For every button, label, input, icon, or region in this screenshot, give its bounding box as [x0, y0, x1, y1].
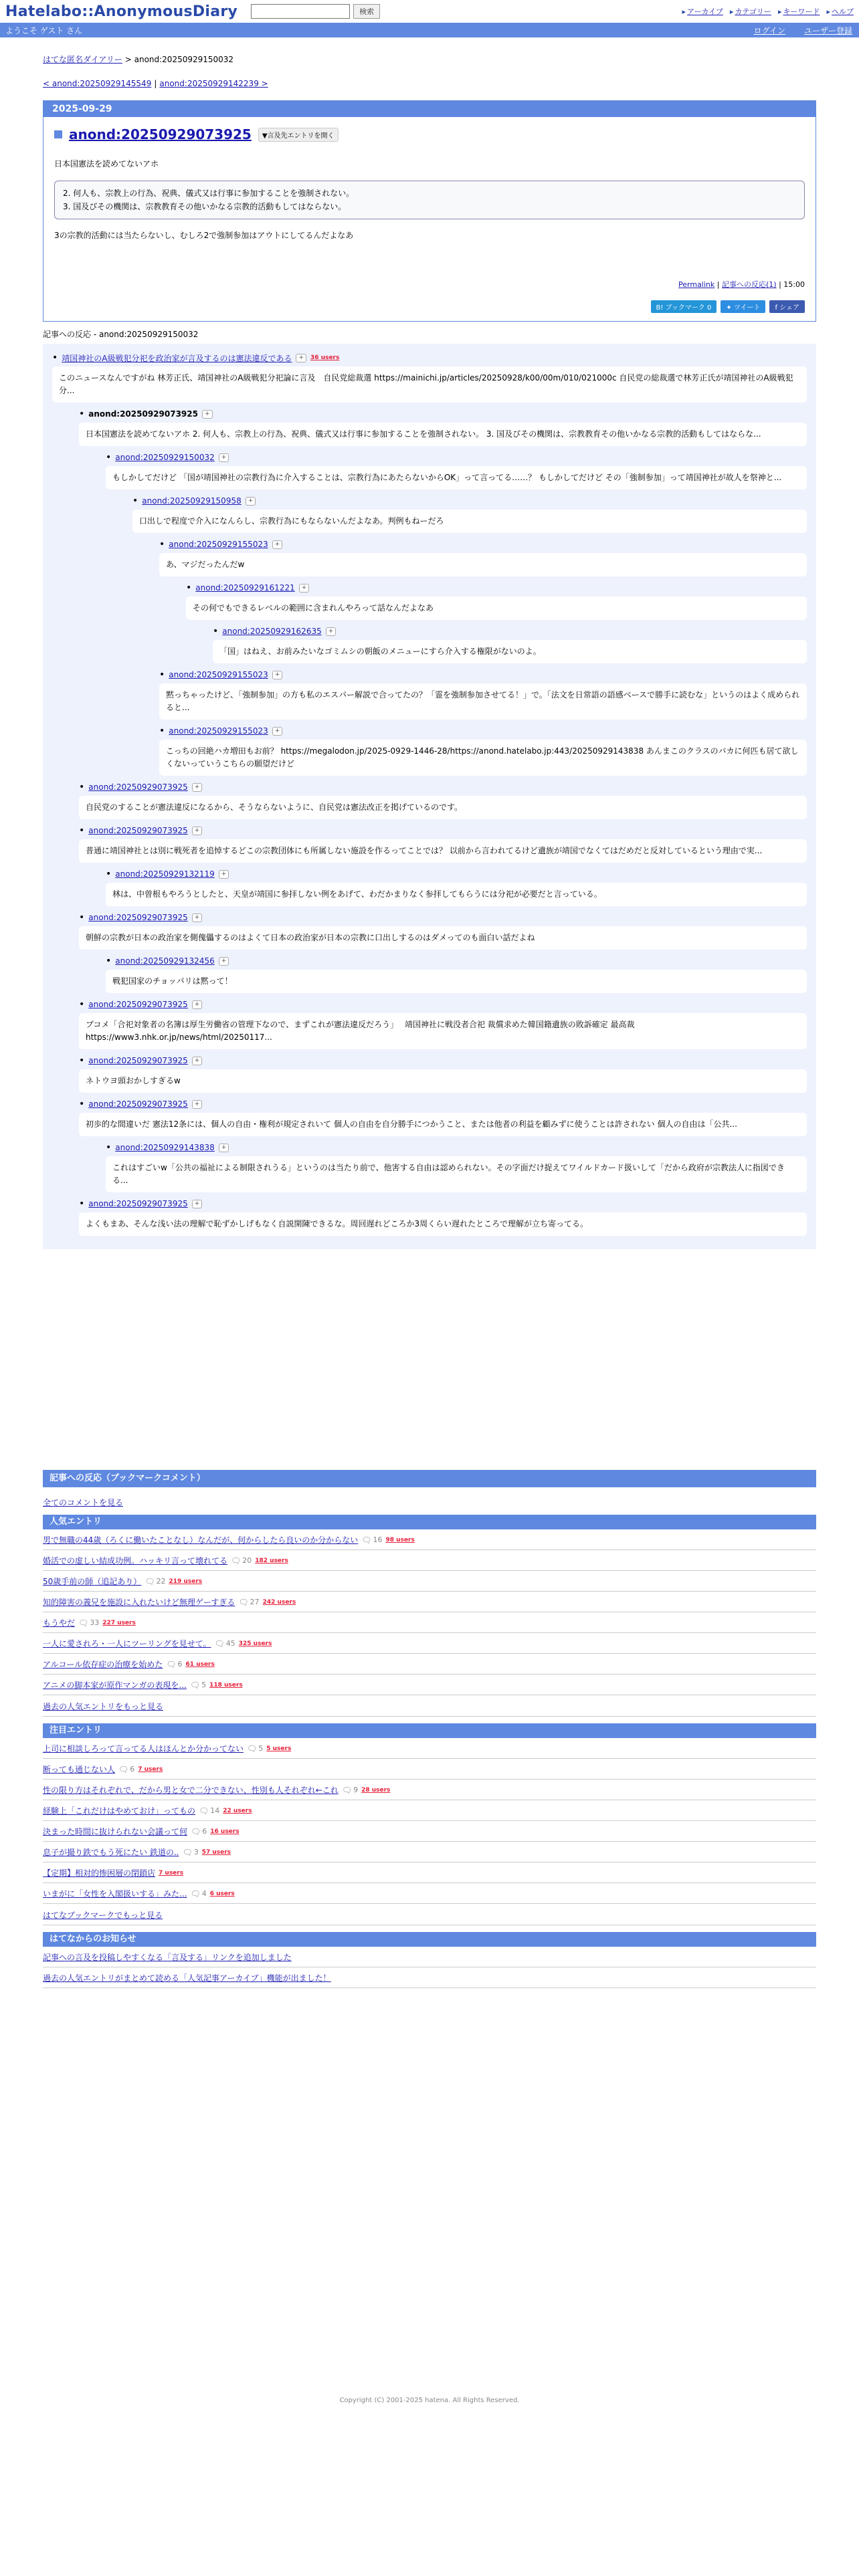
reaction-title[interactable]: anond:20250929150032 [115, 453, 215, 462]
reaction-item [159, 538, 807, 576]
reaction-item [79, 825, 807, 863]
all-comments-link[interactable]: 全てのコメントを見る [43, 1498, 124, 1507]
entry-body [43, 117, 816, 321]
entry-link[interactable]: 決まった時間に抜けられない会議って何 [43, 1827, 188, 1836]
bookmark-users-badge[interactable]: 16 users [210, 1828, 240, 1835]
reaction-link-row [132, 495, 807, 507]
comment-count [166, 1660, 182, 1669]
tweet-button[interactable] [721, 300, 765, 313]
reaction-title[interactable]: anond:20250929073925 [88, 409, 198, 419]
reaction-item [159, 725, 807, 776]
reaction-link-row [106, 1142, 807, 1154]
reaction-text: その何でもできるレベルの範囲に含まれんやろって話なんだよなあ [186, 597, 807, 620]
comment-bubble-icon: 🗨 [361, 1535, 372, 1545]
nav-help[interactable]: ▸ ヘルプ [826, 6, 854, 17]
reaction-text: よくもまあ、そんな浅い法の理解で恥ずかしげもなく自説開陳できるな。周回遅れどころか3周くらい遅れたところで理解が立ち寄ってる。 [79, 1212, 807, 1236]
reaction-item [106, 955, 807, 993]
comment-count-value: 22 [156, 1577, 166, 1586]
nav-category[interactable]: ▸ カテゴリー [730, 6, 771, 17]
facebook-label: シェア [779, 304, 799, 312]
reaction-item [106, 451, 807, 490]
entry-link[interactable]: もうやだ [43, 1618, 76, 1628]
search-form [251, 4, 380, 19]
next-entry-link[interactable]: anond:20250929142239 > [159, 79, 268, 88]
entry-link[interactable]: 経験上「これだけはやめておけ」ってもの [43, 1806, 196, 1816]
attention-heading: 注目エントリ [43, 1723, 816, 1738]
comment-bubble-icon: 🗨 [231, 1555, 242, 1566]
expand-icon[interactable]: + [192, 1200, 203, 1208]
bookmark-users-badge[interactable]: 6 users [209, 1890, 235, 1897]
list-item [43, 1800, 816, 1821]
comment-count [145, 1577, 165, 1586]
list-item [43, 1550, 816, 1571]
comment-count [247, 1744, 263, 1753]
bullet-icon: • [159, 539, 165, 550]
bullet-icon: • [79, 999, 85, 1010]
reaction-title[interactable]: anond:20250929155023 [169, 670, 268, 679]
reaction-item [79, 911, 807, 950]
notice-link[interactable]: 過去の人気エントリがまとめて読める「人気記事アーカイブ」機能が出ました！ [43, 1973, 331, 1983]
comment-count-value: 6 [177, 1660, 183, 1669]
bullet-icon: • [79, 912, 85, 923]
bookmark-users-badge[interactable]: 28 users [361, 1786, 391, 1794]
expand-icon[interactable]: + [192, 827, 203, 835]
reactions-tree [43, 344, 816, 1249]
bookmark-users-badge[interactable]: 227 users [102, 1619, 136, 1626]
reaction-title[interactable]: anond:20250929143838 [115, 1143, 215, 1152]
bookmark-users-badge[interactable]: 182 users [255, 1557, 288, 1564]
comment-bubble-icon: 🗨 [78, 1618, 89, 1628]
reaction-item [132, 495, 807, 533]
entry-link[interactable]: 男で無職の44歳（ろくに働いたことなし）なんだが、何からしたら良いのか分からない [43, 1535, 359, 1545]
reaction-title[interactable]: anond:20250929162635 [222, 627, 322, 636]
bullet-icon: • [106, 452, 112, 463]
popular-more-link[interactable]: 過去の人気エントリをもっと見る [43, 1695, 816, 1717]
facebook-share-button[interactable] [769, 300, 805, 313]
entry-quote [54, 181, 805, 219]
list-item [43, 1883, 816, 1904]
comment-bubble-icon: 🗨 [190, 1889, 201, 1899]
comment-count-value: 9 [353, 1786, 359, 1794]
comment-count-value: 33 [90, 1618, 100, 1627]
reaction-item [79, 1098, 807, 1136]
comment-count-value: 5 [258, 1744, 264, 1753]
list-item [43, 1633, 816, 1654]
expand-icon[interactable]: + [219, 957, 229, 966]
reaction-link-row [52, 352, 807, 364]
comment-count [118, 1765, 134, 1774]
entry-link[interactable]: 上司に相談しろって言ってる人はほんとか分かってない [43, 1744, 244, 1753]
bullet-icon: • [106, 956, 112, 966]
comment-count [342, 1786, 358, 1795]
attention-more-link[interactable]: はてなブックマークでもっと見る [43, 1904, 816, 1925]
site-logo[interactable]: Hatelabo::AnonymousDiary [5, 3, 238, 20]
reaction-title[interactable]: 靖国神社のA級戦犯分祀を政治家が言及するのは憲法違反である [62, 353, 292, 363]
reaction-text: 普通に靖国神社とは別に戦死者を追悼するどこの宗教団体にも所属しない施設を作るってことでは？ 以前から言われてるけど遺族が靖国でなくてはだめだと反対しているという理由で実... [79, 839, 807, 863]
reaction-title[interactable]: anond:20250929073925 [88, 826, 188, 835]
bullet-icon: • [159, 669, 165, 680]
comment-count [238, 1598, 259, 1607]
list-item [43, 1862, 816, 1883]
reaction-item [186, 582, 807, 620]
breadcrumb-site[interactable]: はてな匿名ダイアリー [43, 55, 122, 64]
reaction-link-row [79, 1198, 807, 1210]
bullet-icon: • [79, 1099, 85, 1109]
reaction-item [79, 998, 807, 1049]
reaction-text: もしかしてだけど 「国が靖国神社の宗教行為に介入することは、宗教行為にあたらないからOK」って言ってる……？ もしかしてだけど その「強制参加」って靖国神社が故人を祭神と... [106, 466, 807, 490]
reaction-text: 林は、中曽根もやろうとしたと、天皇が靖国に参拝しない例をあげて、わだかまりなく参拝してもらうには分祀が必要だと言っている。 [106, 883, 807, 906]
reaction-item [79, 781, 807, 819]
entry-pager [43, 79, 816, 88]
expand-icon[interactable]: + [296, 354, 306, 362]
comment-bubble-icon: 🗨 [238, 1597, 249, 1607]
list-item [43, 1529, 816, 1550]
expand-icon[interactable]: + [299, 584, 310, 593]
reaction-title[interactable]: anond:20250929132456 [115, 956, 215, 966]
expand-icon[interactable]: + [219, 1144, 229, 1152]
entry-link[interactable]: アルコール依存症の治療を始めた [43, 1660, 163, 1669]
entry-text-1: 日本国憲法を読めてないアホ [54, 159, 159, 169]
bookmark-users-badge[interactable]: 118 users [209, 1681, 243, 1689]
expand-icon[interactable]: + [192, 1000, 203, 1009]
expand-icon[interactable]: + [272, 671, 283, 679]
reactions-link[interactable]: 記事への反応(1) [721, 280, 777, 289]
bookmark-users-badge[interactable]: 325 users [238, 1640, 272, 1647]
reactions-heading: 記事への反応 - anond:20250929150032 [43, 330, 199, 339]
reaction-title[interactable]: anond:20250929155023 [169, 726, 268, 736]
footer-sep: | [717, 280, 720, 289]
list-item [43, 1780, 816, 1800]
reaction-title[interactable]: anond:20250929132119 [115, 869, 215, 879]
list-item [43, 1592, 816, 1612]
comment-count [361, 1535, 382, 1545]
comment-count-value: 5 [201, 1681, 207, 1689]
comment-count [191, 1827, 207, 1836]
bullet-icon: • [186, 582, 192, 593]
reaction-title[interactable]: anond:20250929073925 [88, 1056, 188, 1065]
list-item [43, 1654, 816, 1675]
entry-link[interactable]: 息子が撮り鉄でもう死にたい 鉄道の.. [43, 1848, 179, 1857]
reaction-link-row [159, 725, 807, 737]
share-buttons [54, 300, 805, 313]
comment-bubble-icon: 🗨 [166, 1659, 177, 1669]
reaction-link-row [106, 955, 807, 967]
comment-bubble-icon: 🗨 [189, 1680, 201, 1690]
reaction-text: 口出しで程度で介入になんらし、宗教行為にもならないんだよなあ。判例もねーだろ [132, 510, 807, 533]
reaction-item [159, 669, 807, 720]
reaction-text: 「国」はねえ、お前みたいなゴミムシの朝飯のメニューにすら介入する権限がないのよ。 [213, 640, 807, 663]
entry-footer [54, 279, 805, 290]
nav-keyword[interactable]: ▸ キーワード [778, 6, 820, 17]
notice-heading: はてなからのお知らせ [43, 1932, 816, 1947]
reaction-link-row [106, 451, 807, 463]
reaction-item [213, 625, 807, 663]
comment-count [78, 1618, 99, 1628]
reaction-link-row [79, 1098, 807, 1110]
reaction-text: 黙っちゃったけど、「強制参加」の方も私のエスパー解説で合ってたの？「霊を強制参加させてる！」で。「法文を日常語の語感ベースで勝手に読むな」というのはよく成められると... [159, 683, 807, 720]
comment-count [215, 1639, 235, 1648]
comment-count [190, 1889, 206, 1899]
open-referenced-entry-button[interactable]: ▼言及先エントリを開く [258, 128, 339, 142]
comment-count [182, 1848, 198, 1857]
reaction-text: ネトウヨ頭おかしすぎるw [79, 1069, 807, 1093]
comment-bubble-icon: 🗨 [247, 1743, 258, 1753]
quote-line: 2. 何人も、宗教上の行為、祝典、儀式又は行事に参加することを強制されない。 [63, 189, 355, 198]
bullet-icon: • [106, 869, 112, 879]
comment-count-value: 14 [210, 1806, 220, 1815]
bullet-icon: • [106, 1142, 112, 1153]
permalink[interactable]: Permalink [678, 280, 715, 289]
reaction-title[interactable]: anond:20250929073925 [88, 782, 188, 792]
bookmark-users-badge[interactable]: 36 users [310, 354, 340, 361]
reaction-title[interactable]: anond:20250929150958 [142, 496, 242, 506]
breadcrumb-current: anond:20250929150032 [134, 55, 234, 64]
reaction-text: 戦犯国家のチョッパリは黙って！ [106, 970, 807, 993]
comment-bubble-icon: 🗨 [118, 1764, 129, 1774]
entry-box [43, 100, 816, 322]
bookmark-button[interactable]: B! ブックマーク 0 [651, 300, 717, 313]
reaction-text: ブコメ「合祀対象者の名簿は厚生労働省の管理下なので、まずこれが憲法違反だろう」 靖国神社に戦没者合祀 裁償求めた韓国籍遺族の敗訴確定 最高裁 https://www3.nhk.or.jp/news/html/20250117... [79, 1013, 807, 1049]
bookmark-users-badge[interactable]: 22 users [223, 1807, 252, 1814]
reaction-text: 自民党のすることが憲法違反になるから、そうならないように、自民党は憲法改正を掲げているのです。 [79, 796, 807, 819]
expand-icon[interactable]: + [326, 627, 337, 636]
login-link[interactable]: ログイン [753, 25, 785, 35]
comment-count [231, 1556, 252, 1566]
reaction-title[interactable]: anond:20250929073925 [88, 913, 188, 922]
reaction-link-row [79, 781, 807, 793]
comment-count-value: 3 [193, 1848, 199, 1856]
comment-bubble-icon: 🗨 [191, 1826, 201, 1836]
reaction-item [52, 352, 807, 403]
search-button[interactable]: 検索 [353, 4, 380, 19]
list-item [43, 1821, 816, 1842]
reaction-link-row [79, 911, 807, 924]
list-item [43, 1571, 816, 1592]
comment-bubble-icon: 🗨 [199, 1806, 209, 1816]
comment-bubble-icon: 🗨 [145, 1576, 155, 1586]
bullet-icon: • [79, 409, 85, 419]
quote-line: 3. 国及びその機関は、宗教教育その他いかなる宗教的活動もしてはならない。 [63, 202, 347, 211]
list-item [43, 1675, 816, 1695]
entry-link[interactable]: 断っても通じない人 [43, 1765, 116, 1774]
reaction-link-row [79, 825, 807, 837]
comment-bubble-icon: 🗨 [341, 1785, 353, 1795]
tweet-label: ツイート [733, 304, 761, 312]
bullet-icon: • [79, 825, 85, 836]
expand-icon[interactable]: + [192, 914, 203, 922]
list-item [43, 1738, 816, 1759]
top-header [0, 0, 859, 23]
list-item [43, 1612, 816, 1633]
reaction-link-row [79, 1055, 807, 1067]
reaction-text: これはすごいw「公共の福祉による制限されうる」というのは当たり前で、他害する自由は認められない。その字面だけ捉えてワイルドカード扱いして「だから政府が宗教法人に指図できる... [106, 1156, 807, 1192]
bookmark-users-badge[interactable]: 98 users [385, 1536, 415, 1543]
list-item [43, 1967, 816, 1988]
expand-icon[interactable]: + [192, 783, 203, 792]
entry-square-icon [54, 130, 62, 138]
expand-icon[interactable]: + [192, 1100, 203, 1109]
reaction-title[interactable]: anond:20250929155023 [169, 540, 268, 549]
main-content [43, 51, 816, 1988]
list-item [43, 1947, 816, 1967]
reaction-item [106, 868, 807, 906]
expand-icon[interactable]: + [272, 727, 283, 736]
comment-count-value: 27 [250, 1598, 260, 1606]
bullet-icon: • [79, 1055, 85, 1066]
list-item [43, 1842, 816, 1862]
copyright: Copyright (C) 2001-2025 hatena. All Rights Reserved. [339, 2397, 520, 2404]
reaction-item [79, 408, 807, 446]
reaction-title[interactable]: anond:20250929073925 [88, 1000, 188, 1009]
bullet-icon: • [52, 352, 58, 363]
pager-sep: | [154, 79, 157, 88]
list-item [43, 1759, 816, 1780]
popular-list [43, 1529, 816, 1695]
bookmark-users-badge[interactable]: 5 users [266, 1745, 292, 1752]
entry-title[interactable]: anond:20250929073925 [69, 126, 252, 142]
entry-time: 15:00 [783, 280, 805, 289]
bullet-icon: • [132, 496, 138, 506]
footer-sep: | [779, 280, 781, 289]
reaction-text: 初歩的な間違いだ 憲法12条には、個人の自由・権利が規定されいて 個人の自由を自分勝手につかうこと、または他者の利益を顧みずに使うことは許されない 個人の自由は「公共... [79, 1113, 807, 1136]
reaction-text: このニュースなんですがね 林芳正氏、靖国神社のA級戦犯分祀論に言及 自民党総裁選 https://mainichi.jp/articles/20250928/k00/00m/010/021000c 自民党の総裁選で林芳正氏が靖国神社のA級戦犯分... [52, 366, 807, 403]
expand-icon[interactable]: + [202, 410, 213, 419]
entry-link[interactable]: 一人に愛されろ・一人にツーリングを見せて。 [43, 1639, 211, 1648]
entry-link[interactable]: 【定期】相対的惨困層の閉鎖店 [43, 1868, 156, 1878]
twitter-icon: ✦ [726, 304, 734, 312]
bookmark-users-badge[interactable]: 57 users [201, 1848, 231, 1856]
register-link[interactable]: ユーザー登録 [803, 25, 852, 35]
bookmark-users-badge[interactable]: 7 users [138, 1765, 163, 1773]
bullet-icon: • [213, 626, 219, 637]
prev-entry-link[interactable]: < anond:20250929145549 [43, 79, 152, 88]
reaction-title[interactable]: anond:20250929073925 [88, 1199, 188, 1208]
comment-bubble-icon: 🗨 [214, 1638, 225, 1648]
comment-count [190, 1681, 206, 1690]
popular-heading: 人気エントリ [43, 1515, 816, 1529]
expand-icon[interactable]: + [246, 497, 256, 506]
comment-count-value: 45 [225, 1639, 235, 1648]
reaction-link-row [106, 868, 807, 880]
user-bar [0, 23, 859, 37]
expand-icon[interactable]: + [219, 870, 229, 879]
reaction-link-row [79, 998, 807, 1010]
bullet-icon: • [159, 726, 165, 736]
comment-count-value: 4 [201, 1889, 207, 1898]
reaction-item [106, 1142, 807, 1192]
comment-count-value: 6 [202, 1827, 207, 1836]
reaction-text: 朝鮮の宗教が日本の政治家を側傀儡するのはよくて日本の政治家が日本の宗教に口出しするのはダメってのも面白い話だよね [79, 926, 807, 950]
entry-title-row [54, 126, 805, 142]
reaction-link-row [159, 538, 807, 550]
reaction-text: あ、マジだったんだw [159, 553, 807, 576]
comment-count-value: 20 [242, 1556, 252, 1565]
attention-list [43, 1738, 816, 1904]
welcome-text: ようこそ ゲスト さん [5, 25, 83, 35]
comment-count-value: 6 [130, 1765, 135, 1774]
reaction-text: こっちの回絶ハカ増田もお前？ https://megalodon.jp/2025-0929-1446-28/https://anond.hatelabo.jp:443/20250929143838 あんまこのクラスのバカに何匹も居て欲しくないっていうこちらの願望だけど [159, 740, 807, 776]
comment-count-value: 16 [373, 1535, 383, 1544]
reaction-link-row [79, 408, 807, 420]
notice-list [43, 1947, 816, 1988]
reaction-item [79, 1055, 807, 1093]
notice-link[interactable]: 記事への言及を投稿しやすくなる「言及する」リンクを追加しました [43, 1953, 292, 1962]
expand-icon[interactable]: + [272, 540, 283, 549]
reaction-link-row [159, 669, 807, 681]
reaction-text: 日本国憲法を読めてないアホ 2. 何人も、宗教上の行為、祝典、儀式又は行事に参加することを強制されない。 3. 国及びその機関は、宗教教育その他いかなる宗教的活動もしてはならな... [79, 423, 807, 446]
reaction-link-row [213, 625, 807, 637]
reaction-title[interactable]: anond:20250929073925 [88, 1099, 188, 1109]
breadcrumb [43, 53, 816, 65]
reaction-item [79, 1198, 807, 1236]
bookmark-users-badge[interactable]: 242 users [262, 1598, 296, 1606]
bookmark-users-badge[interactable]: 219 users [169, 1578, 203, 1585]
bookmark-users-badge[interactable]: 61 users [185, 1660, 215, 1668]
top-nav [682, 6, 854, 17]
expand-icon[interactable]: + [192, 1057, 203, 1065]
search-input[interactable] [251, 4, 350, 19]
bullet-icon: • [79, 1198, 85, 1209]
expand-icon[interactable]: + [219, 453, 229, 462]
reaction-title[interactable]: anond:20250929161221 [195, 583, 295, 593]
entry-link[interactable]: 婚活での虚しい結成功例。ハッキリ言って壊れてる [43, 1556, 228, 1566]
entry-link[interactable]: 性の限り方はそれぞれで、だから男と女で二分できない、性別も人それぞれ←これ [43, 1786, 339, 1795]
bullet-icon: • [79, 782, 85, 792]
entry-link[interactable]: アニメの脚本家が原作マンガの表現を... [43, 1681, 187, 1690]
entry-link[interactable]: 50歳手前の師（追記あり） [43, 1577, 142, 1586]
entry-link[interactable]: いまがに「女性を入閣扱いする」みた... [43, 1889, 187, 1899]
bookmark-comments-heading: 記事への反応（ブックマークコメント） [43, 1470, 816, 1487]
entry-text-2: 3の宗教的活動には当たらないし、むしろ2で強制参加はアウトにしてるんだよなあ [54, 231, 354, 240]
facebook-icon: f [775, 304, 780, 312]
breadcrumb-sep: > [122, 55, 134, 64]
comment-count [199, 1806, 219, 1816]
reaction-link-row [186, 582, 807, 594]
comment-bubble-icon: 🗨 [182, 1847, 193, 1857]
bookmark-users-badge[interactable]: 7 users [159, 1869, 184, 1876]
entry-link[interactable]: 知的障害の義兄を施設に入れたいけど無理ゲーすぎる [43, 1598, 235, 1607]
entry-date: 2025-09-29 [43, 101, 816, 117]
nav-archive[interactable]: ▸ アーカイブ [682, 6, 723, 17]
